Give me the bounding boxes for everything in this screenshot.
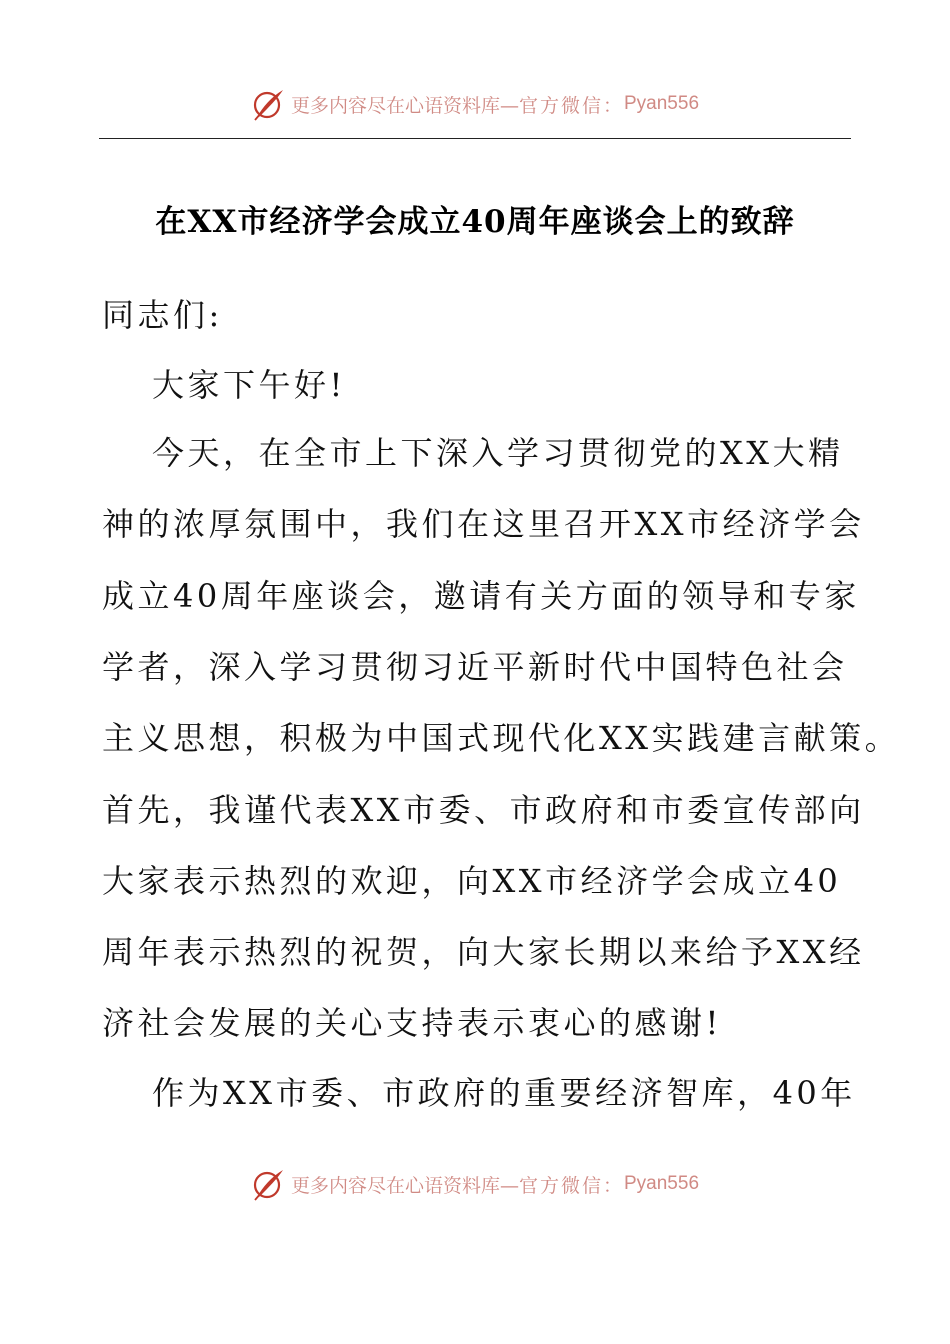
- text-line: 主义思想，积极为中国式现代化XX实践建言献策。: [102, 719, 901, 757]
- watermark-wechat-label: 官方微信：: [518, 1174, 624, 1197]
- text-line: 大家下午好!: [152, 366, 346, 404]
- text-line: 大家表示热烈的欢迎，向XX市经济学会成立40: [102, 862, 842, 900]
- watermark-text: 更多内容尽在心语资料库—: [290, 1174, 519, 1197]
- text-line: 成立40周年座谈会，邀请有关方面的领导和专家: [102, 577, 860, 615]
- text-line: 同志们:: [102, 296, 223, 334]
- header-divider: [99, 138, 851, 139]
- text-line: 济社会发展的关心支持表示衷心的感谢!: [102, 1004, 722, 1042]
- watermark-text: 更多内容尽在心语资料库—: [290, 94, 519, 117]
- text-line: 学者，深入学习贯彻习近平新时代中国特色社会: [102, 648, 848, 686]
- watermark-wechat-id: Pyan556: [624, 1173, 700, 1194]
- text-line: 作为XX市委、市政府的重要经济智库，40年: [152, 1074, 856, 1112]
- header-watermark: [0, 84, 950, 124]
- watermark-wechat-id: Pyan556: [624, 93, 700, 114]
- footer-watermark: [0, 1164, 950, 1204]
- text-line: 周年表示热烈的祝贺，向大家长期以来给予XX经: [102, 933, 865, 971]
- text-line: 首先，我谨代表XX市委、市政府和市委宣传部向: [102, 791, 865, 829]
- watermark-wechat-label: 官方微信：: [518, 94, 624, 117]
- text-line: 神的浓厚氛围中，我们在这里召开XX市经济学会: [102, 505, 865, 543]
- text-line: 今天，在全市上下深入学习贯彻党的XX大精: [152, 434, 844, 472]
- document-title: 在XX市经济学会成立40周年座谈会上的致辞: [155, 204, 795, 240]
- quill-pen-logo-icon: [251, 1167, 285, 1201]
- quill-pen-logo-icon: [251, 87, 285, 121]
